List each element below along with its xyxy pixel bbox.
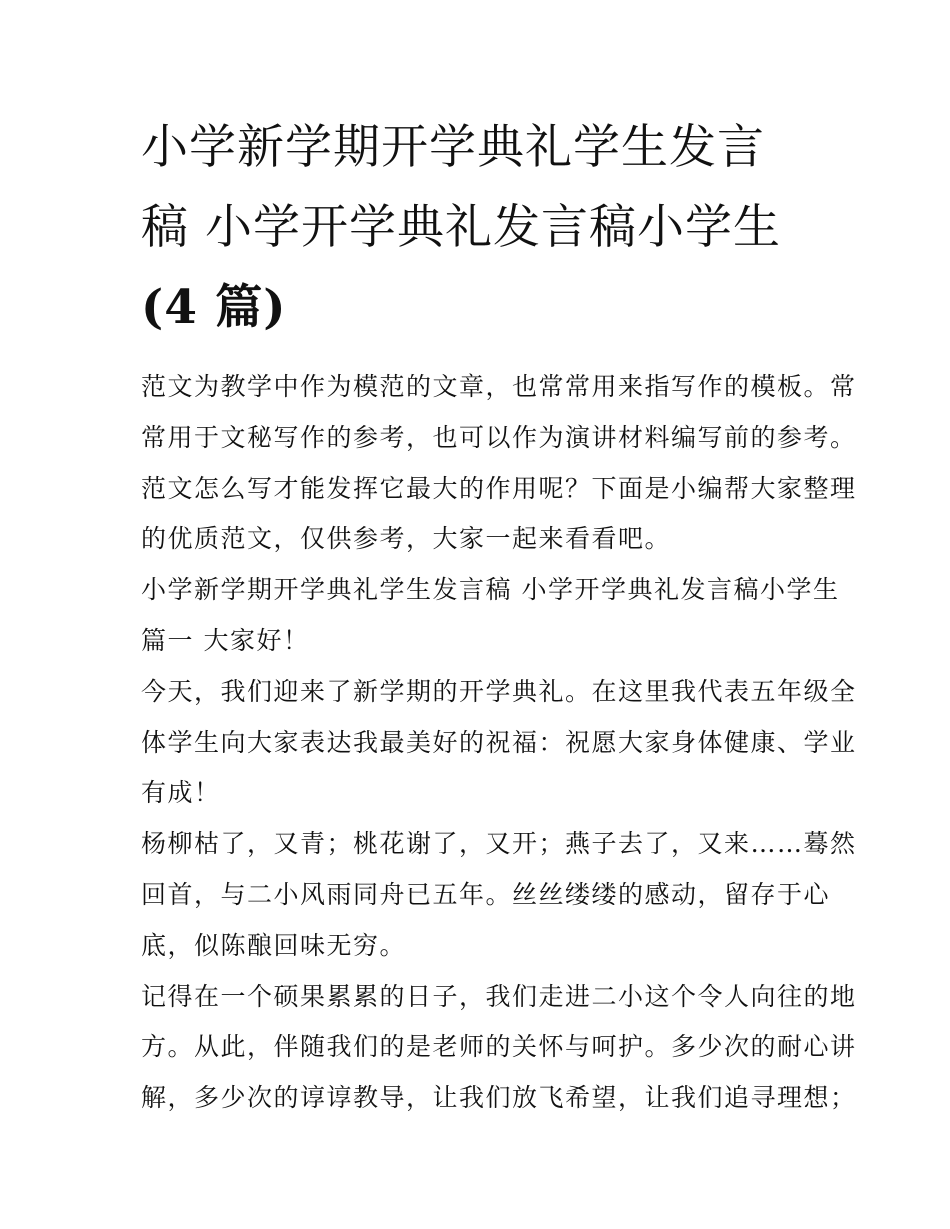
text-line: 篇一 大家好！ (141, 625, 310, 655)
title-line: 小学新学期开学典礼学生发言 (141, 120, 765, 175)
text-line: 今天，我们迎来了新学期的开学典礼。在这里我代表五年级全 (141, 676, 857, 706)
text-line: 有成！ (141, 778, 221, 808)
text-line: 杨柳枯了，又青；桃花谢了，又开；燕子去了，又来……蓦然 (141, 829, 857, 859)
paragraph (141, 667, 857, 819)
text-line: 的优质范文，仅供参考，大家一起来看看吧。 (141, 524, 672, 554)
text-line: 解，多少次的谆谆教导，让我们放飞希望，让我们追寻理想； (141, 1083, 857, 1113)
title-line: 稿 小学开学典礼发言稿小学生 (141, 200, 781, 255)
text-line: 小学新学期开学典礼学生发言稿 小学开学典礼发言稿小学生 (141, 575, 840, 605)
text-line: 体学生向大家表达我最美好的祝福：祝愿大家身体健康、学业 (141, 727, 857, 757)
paragraph-heading (141, 565, 840, 667)
text-line: 回首，与二小风雨同舟已五年。丝丝缕缕的感动，留存于心 (141, 879, 831, 909)
text-line: 底，似陈酿回味无穷。 (141, 930, 407, 960)
text-line: 方。从此，伴随我们的是老师的关怀与呵护。多少次的耐心讲 (141, 1032, 857, 1062)
document-page (141, 108, 857, 1124)
paragraph-intro (141, 362, 857, 565)
text-line: 范文怎么写才能发挥它最大的作用呢？下面是小编帮大家整理 (141, 473, 857, 503)
text-line: 常用于文秘写作的参考，也可以作为演讲材料编写前的参考。 (141, 422, 857, 452)
text-line: 范文为教学中作为模范的文章，也常常用来指写作的模板。常 (141, 372, 857, 401)
document-body (141, 362, 857, 1124)
document-title (141, 108, 821, 348)
title-line: (4 篇) (141, 280, 287, 335)
paragraph (141, 819, 857, 971)
text-line: 记得在一个硕果累累的日子，我们走进二小这个令人向往的地 (141, 981, 857, 1011)
paragraph (141, 972, 857, 1124)
